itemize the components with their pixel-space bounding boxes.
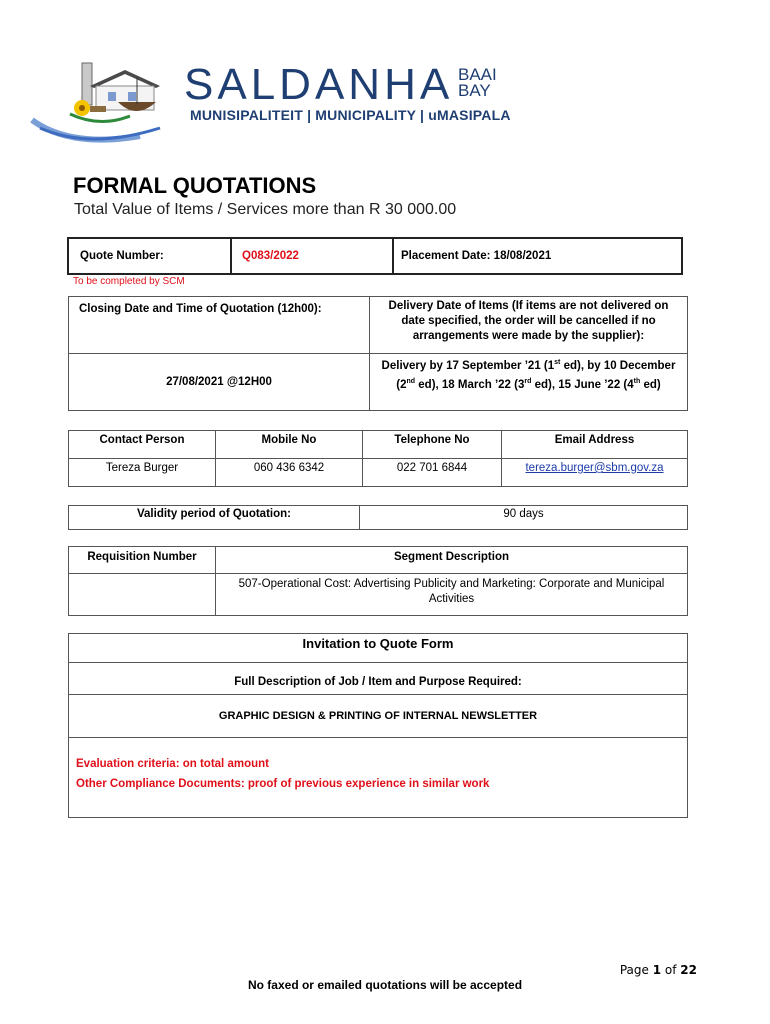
- delivery-label: Delivery Date of Items (If items are not delivered on date specified, the order will be cancelled if no arrangements were made by the supplier):: [370, 297, 688, 354]
- contact-email-cell: [502, 459, 688, 487]
- job-description: GRAPHIC DESIGN & PRINTING OF INTERNAL NEWSLETTER: [69, 695, 688, 738]
- requisition-table: [68, 546, 688, 616]
- contact-telephone: 022 701 6844: [363, 459, 502, 487]
- contact-header-email: Email Address: [502, 431, 688, 459]
- page-subtitle: Total Value of Items / Services more than R 30 000.00: [74, 201, 457, 218]
- delivery-text-3: ed), 18 March ’22 (3: [415, 378, 525, 391]
- delivery-text-5: ed): [640, 378, 661, 391]
- contact-table: [68, 430, 688, 487]
- placement-date: Placement Date: 18/08/2021: [393, 238, 682, 274]
- invitation-title: Invitation to Quote Form: [69, 634, 688, 663]
- brand-small-2: BAY: [458, 81, 491, 100]
- brand-small-1: BAAI: [458, 65, 497, 84]
- brand-name: SALDANHA: [184, 60, 454, 109]
- contact-header-telephone: Telephone No: [363, 431, 502, 459]
- compliance-documents: Other Compliance Documents: proof of previous experience in similar work: [76, 778, 490, 790]
- segment-value: 507-Operational Cost: Advertising Publicity and Marketing: Corporate and Municipal Activities: [216, 574, 688, 616]
- delivery-schedule: [370, 354, 688, 411]
- delivery-sup-3: rd: [524, 377, 532, 385]
- delivery-text-2: ed), by 10 December (2: [396, 359, 676, 391]
- brand-subtitle: [458, 67, 497, 99]
- page-current: 1: [652, 963, 662, 977]
- delivery-text-1: Delivery by 17 September ’21 (1: [381, 359, 555, 372]
- requisition-number-value: [69, 574, 216, 616]
- contact-mobile: 060 436 6342: [216, 459, 363, 487]
- brand-tagline: MUNISIPALITEIT | MUNICIPALITY | uMASIPALA: [190, 107, 511, 123]
- requisition-number-label: Requisition Number: [69, 547, 216, 574]
- contact-person: Tereza Burger: [69, 459, 216, 487]
- quote-number-label: Quote Number:: [68, 238, 231, 274]
- closing-value: 27/08/2021 @12H00: [69, 354, 370, 411]
- segment-label: Segment Description: [216, 547, 688, 574]
- delivery-sup-2: nd: [406, 377, 416, 385]
- delivery-sup-4: th: [633, 377, 641, 385]
- evaluation-criteria: Evaluation criteria: on total amount: [76, 758, 269, 770]
- closing-table: [68, 296, 688, 411]
- page-of: of: [661, 963, 681, 977]
- page-number: [620, 963, 697, 977]
- contact-header-person: Contact Person: [69, 431, 216, 459]
- quote-number-value: Q083/2022: [231, 238, 393, 274]
- evaluation-block: [69, 738, 688, 818]
- delivery-sup-1: st: [554, 359, 561, 366]
- delivery-text-4: ed), 15 June ’22 (4: [531, 378, 634, 391]
- validity-value: 90 days: [360, 506, 688, 530]
- validity-label: Validity period of Quotation:: [69, 506, 360, 530]
- municipality-logo: [30, 58, 180, 148]
- page-total: 22: [680, 963, 697, 977]
- closing-label: Closing Date and Time of Quotation (12h00):: [69, 297, 370, 354]
- quote-number-table: [67, 237, 683, 275]
- footer-note: No faxed or emailed quotations will be accepted: [247, 978, 523, 992]
- invitation-table: [68, 633, 688, 818]
- contact-header-mobile: Mobile No: [216, 431, 363, 459]
- page-prefix: Page: [619, 963, 653, 977]
- page-title: FORMAL QUOTATIONS: [73, 173, 317, 198]
- description-label: Full Description of Job / Item and Purpose Required:: [69, 663, 688, 695]
- validity-table: [68, 505, 688, 530]
- contact-email-link[interactable]: tereza.burger@sbm.gov.za: [525, 462, 664, 474]
- scm-note: To be completed by SCM: [73, 276, 185, 287]
